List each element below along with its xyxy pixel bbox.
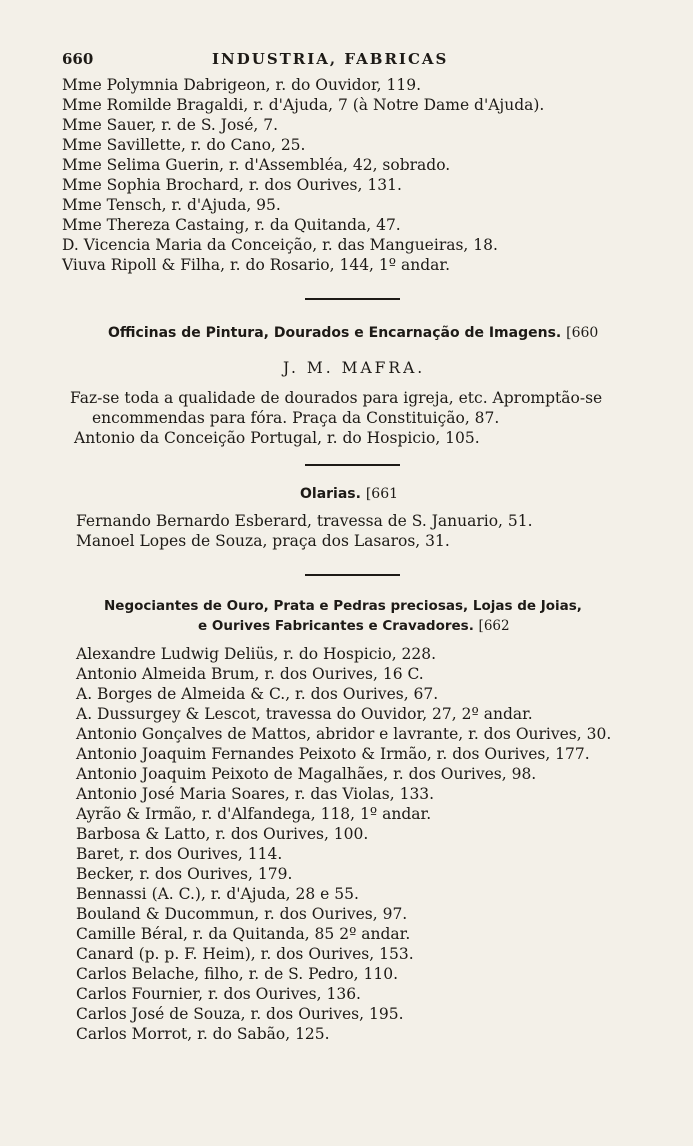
list-item: Camille Béral, r. da Quitanda, 85 2º andar. (76, 925, 411, 943)
heading-text: e Ourives Fabricantes e Cravadores. (198, 618, 474, 634)
section-heading (300, 486, 398, 502)
list-item: Bennassi (A. C.), r. d'Ajuda, 28 e 55. (76, 885, 359, 903)
section-divider (305, 298, 400, 300)
list-item: Mme Savillette, r. do Cano, 25. (62, 136, 306, 154)
list-item: Carlos Belache, filho, r. de S. Pedro, 110. (76, 965, 399, 983)
heading-text: Olarias. (300, 486, 361, 502)
section-heading (108, 325, 598, 341)
section-ref: [661 (365, 486, 399, 502)
list-item: Barbosa & Latto, r. dos Ourives, 100. (76, 825, 369, 843)
list-item: Viuva Ripoll & Filha, r. do Rosario, 144, 1º andar. (62, 256, 451, 274)
list-item: Antonio Joaquim Fernandes Peixoto & Irmão, r. dos Ourives, 177. (76, 745, 590, 763)
list-item: Mme Selima Guerin, r. d'Assembléa, 42, sobrado. (62, 156, 451, 174)
section-ref: [662 (478, 618, 510, 634)
advertisement-line: encommendas para fóra. Praça da Constituição, 87. (92, 409, 500, 427)
advertisement-line: Faz-se toda a qualidade de dourados para igreja, etc. Apromptão-se (70, 389, 603, 407)
page-header (62, 50, 642, 72)
section-subheading: J. M. MAFRA. (283, 359, 426, 377)
list-item: A. Dussurgey & Lescot, travessa do Ouvidor, 27, 2º andar. (76, 705, 533, 723)
page-number: 660 (62, 50, 94, 68)
heading-text: Officinas de Pintura, Dourados e Encarnação de Imagens. (108, 325, 562, 341)
list-item: Antonio José Maria Soares, r. das Violas, 133. (76, 785, 435, 803)
section-ref: [660 (566, 325, 599, 341)
list-item: A. Borges de Almeida & C., r. dos Ourives, 67. (76, 685, 439, 703)
section-heading-line2 (198, 618, 510, 634)
section-heading: Negociantes de Ouro, Prata e Pedras preciosas, Lojas de Joias, (104, 598, 582, 614)
list-item: Antonio Joaquim Peixoto de Magalhães, r. dos Ourives, 98. (76, 765, 537, 783)
running-title: INDUSTRIA, FABRICAS (212, 50, 449, 68)
list-item: Carlos José de Souza, r. dos Ourives, 195. (76, 1005, 404, 1023)
list-item: Carlos Morrot, r. do Sabão, 125. (76, 1025, 330, 1043)
list-item: Canard (p. p. F. Heim), r. dos Ourives, 153. (76, 945, 414, 963)
list-item: D. Vicencia Maria da Conceição, r. das Mangueiras, 18. (62, 236, 498, 254)
list-item: Mme Thereza Castaing, r. da Quitanda, 47. (62, 216, 401, 234)
list-item: Bouland & Ducommun, r. dos Ourives, 97. (76, 905, 408, 923)
list-item: Mme Polymnia Dabrigeon, r. do Ouvidor, 119. (62, 76, 422, 94)
list-item: Mme Tensch, r. d'Ajuda, 95. (62, 196, 281, 214)
list-item: Baret, r. dos Ourives, 114. (76, 845, 283, 863)
list-item: Antonio da Conceição Portugal, r. do Hospicio, 105. (74, 429, 480, 447)
list-item: Mme Romilde Bragaldi, r. d'Ajuda, 7 (à Notre Dame d'Ajuda). (62, 96, 545, 114)
list-item: Antonio Almeida Brum, r. dos Ourives, 16 C. (76, 665, 424, 683)
list-item: Ayrão & Irmão, r. d'Alfandega, 118, 1º andar. (76, 805, 432, 823)
list-item: Fernando Bernardo Esberard, travessa de S. Januario, 51. (76, 512, 533, 530)
list-item: Alexandre Ludwig Deliüs, r. do Hospicio, 228. (76, 645, 437, 663)
list-item: Manoel Lopes de Souza, praça dos Lasaros, 31. (76, 532, 450, 550)
list-item: Carlos Fournier, r. dos Ourives, 136. (76, 985, 361, 1003)
list-item: Mme Sauer, r. de S. José, 7. (62, 116, 279, 134)
section-divider (305, 464, 400, 466)
list-item: Antonio Gonçalves de Mattos, abridor e lavrante, r. dos Ourives, 30. (76, 725, 612, 743)
list-item: Becker, r. dos Ourives, 179. (76, 865, 293, 883)
section-divider (305, 574, 400, 576)
list-item: Mme Sophia Brochard, r. dos Ourives, 131. (62, 176, 402, 194)
